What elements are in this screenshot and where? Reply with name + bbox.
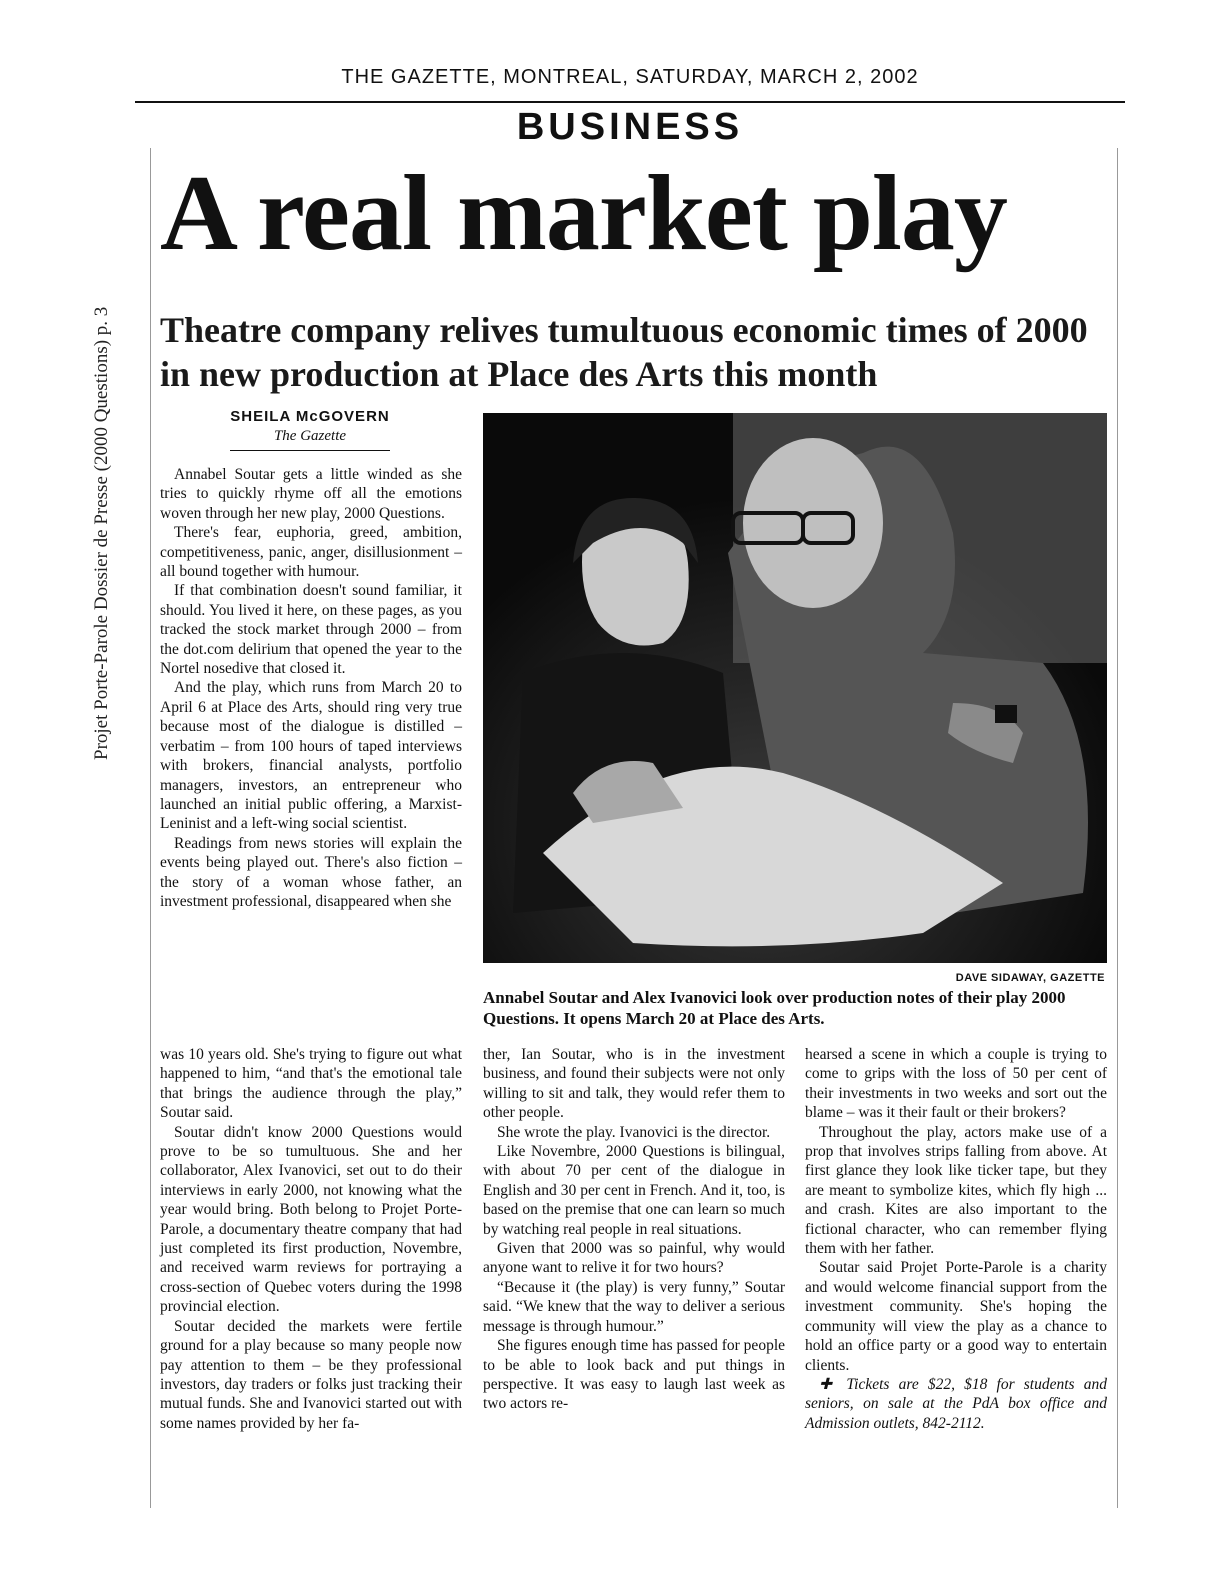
paragraph: hearsed a scene in which a couple is trying to come to grips with the loss of 50 per cent of their investments in two weeks and sort out the blame – was it their fault or their brokers? — [805, 1046, 1107, 1122]
deck: Theatre company relives tumultuous economic times of 2000 in new production at Place des Arts this month — [160, 310, 1088, 394]
paragraph: Soutar didn't know 2000 Questions would prove to be so tumultuous. She and her collaborator, Alex Ivanovici, set out to do their interviews in early 2000, not knowing what the year would bring. Both belong to Projet Porte-Parole, a documentary theatre company that had just completed its first production, Novembre, and received warm reviews for portraying a cross-section of Quebec voters during the 1998 provincial election. — [160, 1123, 462, 1316]
paragraph: Readings from news stories will explain the events being played out. There's also fiction – the story of a woman whose father, an investment professional, disappeared when she — [160, 834, 462, 910]
headline: A real market play — [160, 154, 1007, 273]
column-1-bottom — [160, 1045, 462, 1433]
paragraph: She wrote the play. Ivanovici is the director. — [497, 1123, 771, 1141]
byline-rule — [230, 450, 390, 451]
paragraph: Annabel Soutar gets a little winded as she tries to quickly rhyme off all the emotions woven through her new play, 2000 Questions. — [160, 466, 462, 522]
column-1-top — [160, 465, 462, 911]
column-2 — [483, 1045, 785, 1414]
photo — [483, 413, 1107, 963]
photo-image — [483, 413, 1107, 963]
paragraph: And the play, which runs from March 20 to April 6 at Place des Arts, should ring very true because most of the dialogue is distilled – verbatim – from 100 hours of taped interviews with brokers, financial analysts, portfolio managers, investors, an entrepreneur who launched an initial public offering, a Marxist-Leninist and a left-wing social scientist. — [160, 679, 462, 833]
byline: SHEILA McGOVERN — [230, 408, 390, 425]
top-rule — [135, 101, 1125, 103]
paragraph: Soutar said Projet Porte-Parole is a charity and would welcome financial support from the investment community. She's hoping the community will view the play as a chance to hold an office party or a good way to entertain clients. — [805, 1259, 1107, 1374]
paragraph: She figures enough time has passed for people to be able to look back and put things in perspective. It was easy to laugh last week as two actors re- — [483, 1337, 785, 1413]
paragraph: “Because it (the play) is very funny,” Soutar said. “We knew that the way to deliver a serious message is through humour.” — [483, 1278, 785, 1335]
paragraph: Throughout the play, actors make use of a prop that involves strips falling from above. At first glance they look like ticker tape, but they are meant to symbolize kites, which fly high ... and crash. Kites are also important to the fictional character, who can remember flying them with her father. — [805, 1123, 1107, 1258]
paragraph: Given that 2000 was so painful, why would anyone want to relive it for two hours? — [483, 1240, 785, 1277]
paragraph: Soutar decided the markets were fertile ground for a play because so many people now pay attention to them – be they professional investors, day traders or folks just tracking their mutual funds. She and Ivanovici started out with some names provided by her fa- — [160, 1317, 462, 1432]
side-note: Projet Porte-Parole Dossier de Presse (2000 Questions) p. 3 — [91, 306, 112, 760]
right-border-line — [1117, 148, 1118, 1508]
photo-credit: DAVE SIDAWAY, GAZETTE — [955, 972, 1105, 984]
section-heading: BUSINESS — [516, 106, 744, 148]
paragraph: There's fear, euphoria, greed, ambition, competitiveness, panic, anger, disillusionment – all bound together with humour. — [160, 524, 462, 581]
paragraph: was 10 years old. She's trying to figure out what happened to him, “and that's the emotional tale that brings the audience through the play,” Soutar said. — [160, 1046, 462, 1122]
paragraph: Like Novembre, 2000 Questions is bilingual, with about 70 per cent of the dialogue in English and 30 per cent in French. And it, too, is based on the premise that one can learn so much by watching real people in real situations. — [483, 1143, 785, 1238]
column-3 — [805, 1045, 1107, 1433]
ticket-info: ✚ Tickets are $22, $18 for students and seniors, on sale at the PdA box office and Admission outlets, 842-2112. — [805, 1375, 1107, 1432]
photo-caption: Annabel Soutar and Alex Ivanovici look over production notes of their play 2000 Questions. It opens March 20 at Place des Arts. — [483, 988, 1066, 1028]
dateline: THE GAZETTE, MONTREAL, SATURDAY, MARCH 2, 2002 — [341, 66, 919, 88]
left-border-line — [150, 148, 151, 1508]
paragraph: If that combination doesn't sound familiar, it should. You lived it here, on these pages, as you tracked the stock market through 2000 – from the dot.com delirium that opened the year to the Nortel nosedive that closed it. — [160, 582, 462, 678]
paragraph: ther, Ian Soutar, who is in the investment business, and found their subjects were not only willing to sit and talk, they would refer them to other people. — [483, 1046, 785, 1122]
byline-org: The Gazette — [273, 428, 347, 444]
